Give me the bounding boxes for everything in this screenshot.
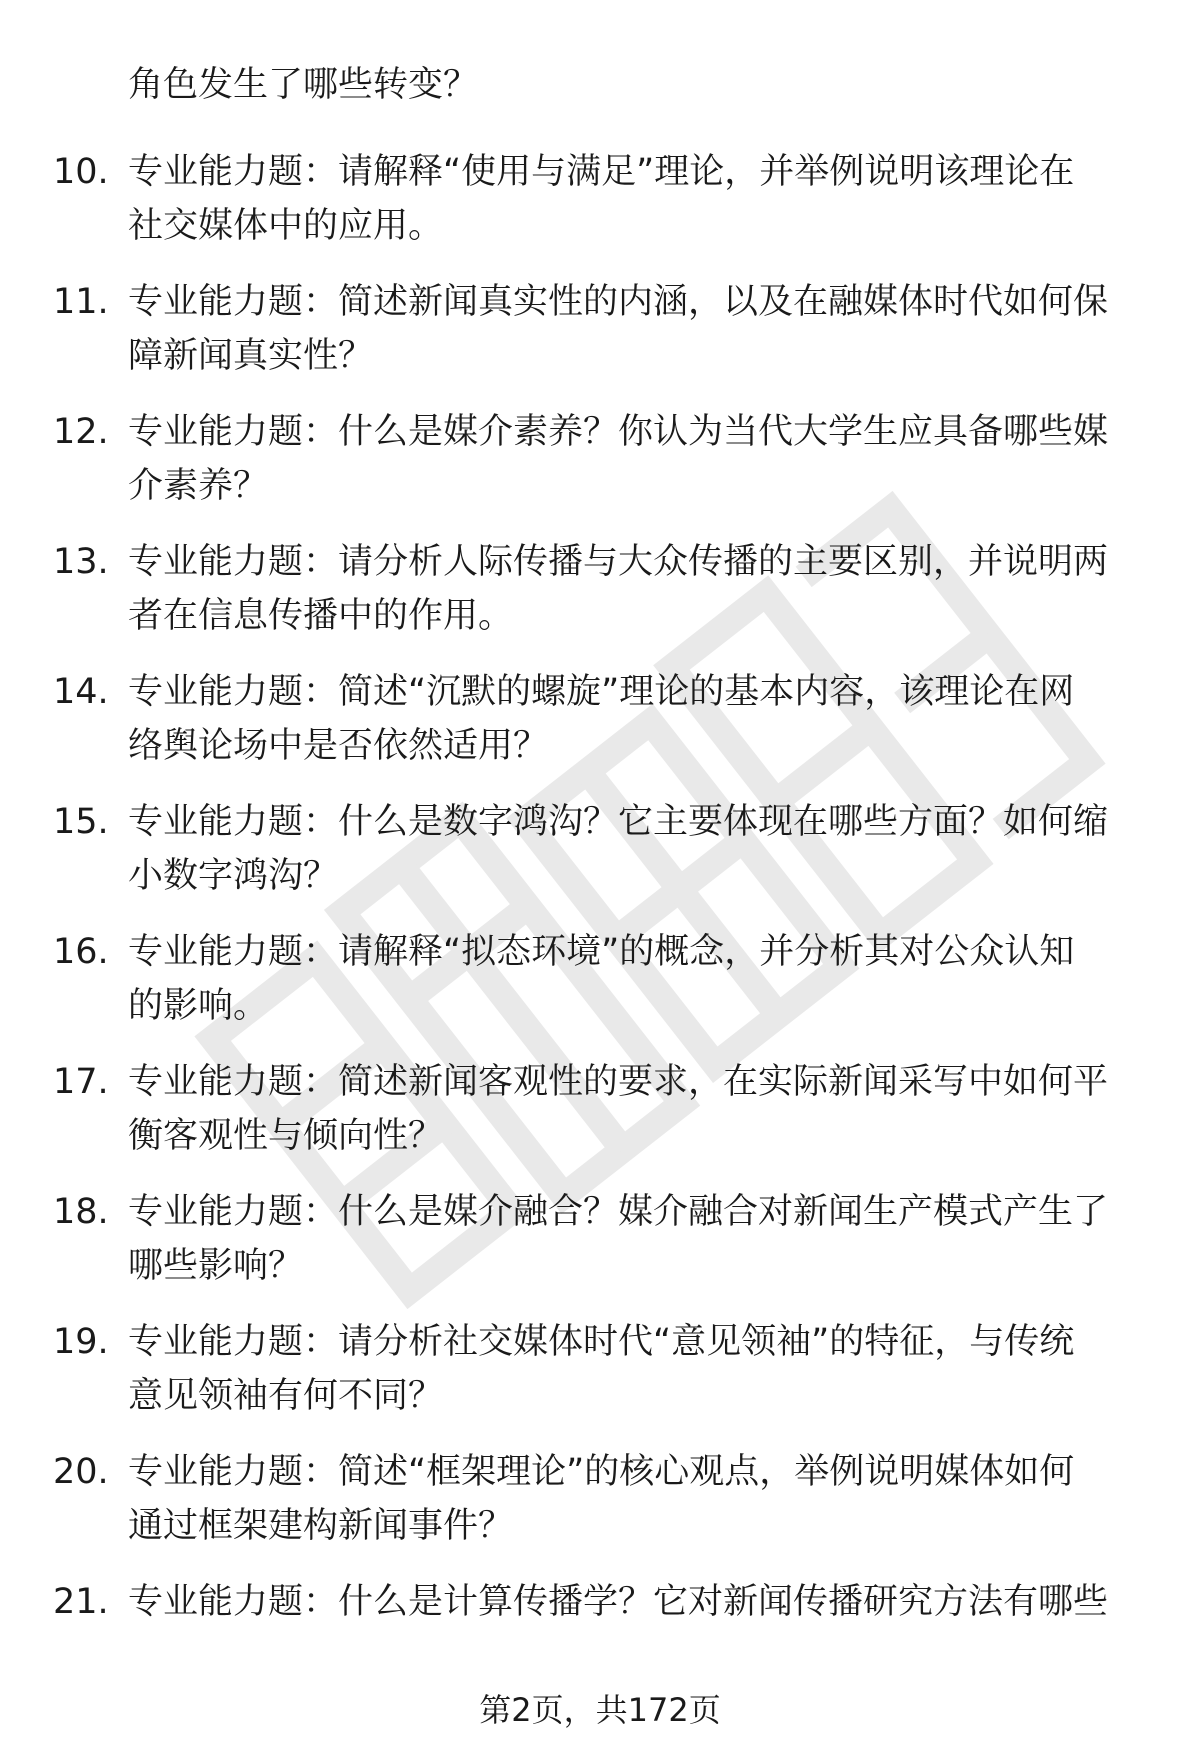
continuation-line: 角色发生了哪些转变？: [128, 65, 479, 105]
question-number: 14.: [53, 672, 109, 712]
question-item: [0, 405, 1200, 535]
question-text-line: 者在信息传播中的作用。: [128, 596, 514, 636]
page-footer: 第2页，共172页: [479, 1691, 721, 1729]
question-text-line: 专业能力题：简述新闻真实性的内涵，以及在融媒体时代如何保: [128, 282, 1109, 322]
question-text-line: 专业能力题：简述“沉默的螺旋”理论的基本内容，该理论在网: [128, 672, 1075, 712]
question-item: [0, 535, 1200, 665]
question-number: 15.: [53, 802, 109, 842]
question-item: [0, 1315, 1200, 1445]
question-text-line: 络舆论场中是否依然适用？: [128, 726, 549, 766]
question-text-line: 介素养？: [128, 466, 269, 506]
question-number: 16.: [53, 932, 109, 972]
question-item: [0, 1185, 1200, 1315]
question-text-line: 专业能力题：简述新闻客观性的要求，在实际新闻采写中如何平: [128, 1062, 1109, 1102]
question-list: [0, 145, 1200, 1705]
question-text-line: 障新闻真实性？: [128, 336, 374, 376]
question-number: 19.: [53, 1322, 109, 1362]
question-number: 18.: [53, 1192, 109, 1232]
question-text-line: 专业能力题：请解释“使用与满足”理论，并举例说明该理论在: [128, 152, 1075, 192]
question-item: [0, 925, 1200, 1055]
question-number: 13.: [53, 542, 109, 582]
question-text-line: 小数字鸿沟？: [128, 856, 339, 896]
question-item: [0, 1575, 1200, 1705]
question-text-line: 专业能力题：什么是数字鸿沟？它主要体现在哪些方面？如何缩: [128, 802, 1109, 842]
question-item: [0, 1445, 1200, 1575]
question-item: [0, 275, 1200, 405]
question-number: 17.: [53, 1062, 109, 1102]
question-item: [0, 665, 1200, 795]
question-item: [0, 1055, 1200, 1185]
question-text-line: 专业能力题：请分析社交媒体时代“意见领袖”的特征，与传统: [128, 1322, 1075, 1362]
question-text-line: 专业能力题：请分析人际传播与大众传播的主要区别，并说明两: [128, 542, 1109, 582]
question-text-line: 社交媒体中的应用。: [128, 206, 444, 246]
question-text-line: 的影响。: [128, 986, 269, 1026]
question-number: 21.: [53, 1582, 109, 1622]
question-text-line: 专业能力题：请解释“拟态环境”的概念，并分析其对公众认知: [128, 932, 1075, 972]
question-text-line: 专业能力题：简述“框架理论”的核心观点，举例说明媒体如何: [128, 1452, 1075, 1492]
question-item: [0, 145, 1200, 275]
question-text-line: 意见领袖有何不同？: [128, 1376, 444, 1416]
question-text-line: 衡客观性与倾向性？: [128, 1116, 444, 1156]
question-item: [0, 795, 1200, 925]
question-number: 20.: [53, 1452, 109, 1492]
question-number: 10.: [53, 152, 109, 192]
question-number: 12.: [53, 412, 109, 452]
question-text-line: 专业能力题：什么是媒介融合？媒介融合对新闻生产模式产生了: [128, 1192, 1109, 1232]
question-text-line: 通过框架建构新闻事件？: [128, 1506, 514, 1546]
question-number: 11.: [53, 282, 109, 322]
question-text-line: 哪些影响？: [128, 1246, 304, 1286]
question-text-line: 专业能力题：什么是媒介素养？你认为当代大学生应具备哪些媒: [128, 412, 1109, 452]
question-text-line: 专业能力题：什么是计算传播学？它对新闻传播研究方法有哪些: [128, 1582, 1109, 1622]
